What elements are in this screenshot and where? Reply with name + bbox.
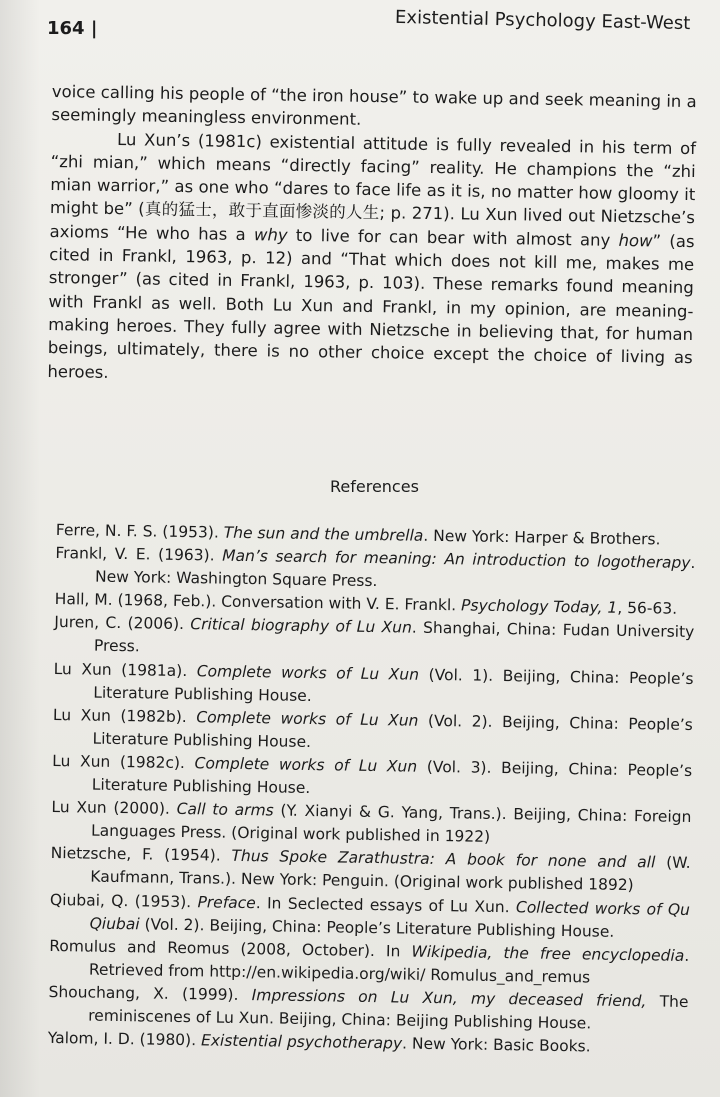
reference-entry: Lu Xun (1981a). Complete works of Lu Xun (Vol. 1). Beijing, China: People’s Literature Publishing House. <box>53 659 694 705</box>
reference-entry: Juren, C. (2006). Critical biography of Lu Xun. Shanghai, China: Fudan University Press. <box>54 613 695 656</box>
running-title: Existential Psychology East-West <box>394 6 691 35</box>
reference-entry: Hall, M. (1968, Feb.). Conversation with V. E. Frankl. Psychology Today, 1, 56-63. <box>54 590 678 619</box>
reference-entry: Shouchang, X. (1999). Impressions on Lu Xun, my deceased friend, The reminiscenes of Lu Xun. Beijing, China: Beijing Publishing House. <box>48 982 689 1033</box>
page-gutter-shadow <box>0 0 40 1097</box>
reference-entry: Lu Xun (1982b). Complete works of Lu Xun (Vol. 2). Beijing, China: People’s Literature Publishing House. <box>52 705 693 751</box>
reference-entry: Qiubai, Q. (1953). Preface. In Seclected essays of Lu Xun. Collected works of Qu Qiubai (Vol. 2). Beijing, China: People’s Literature Publishing House. <box>49 890 691 941</box>
reference-entry: Frankl, V. E. (1963). Man’s search for meaning: An introduction to logotherapy. New York: Washington Square Press. <box>55 544 696 591</box>
reference-entry: Lu Xun (2000). Call to arms (Y. Xianyi & G. Yang, Trans.). Beijing, China: Foreign Languages Press. (Original work published in 1922) <box>51 798 692 847</box>
reference-entry: Romulus and Reomus (2008, October). In Wikipedia, the free encyclopedia. Retrieved from http://en.wikipedia.org/wiki/ Romulus_and_remus <box>49 936 690 987</box>
references-heading: References <box>330 477 419 496</box>
reference-entry: Yalom, I. D. (1980). Existential psychotherapy. New York: Basic Books. <box>47 1028 591 1056</box>
body-text <box>47 80 697 393</box>
page-number: 164 | <box>47 18 98 39</box>
reference-entry: Nietzsche, F. (1954). Thus Spoke Zarathustra: A book for none and all (W. Kaufmann, Trans.). New York: Penguin. (Original work published 1892) <box>50 844 691 895</box>
reference-entry: Ferre, N. F. S. (1953). The sun and the umbrella. New York: Harper & Brothers. <box>55 520 661 549</box>
references-list <box>48 519 696 1060</box>
paragraph-1: voice calling his people of “the iron house” to wake up and seek meaning in a seemingly meaningless environment. <box>51 81 697 130</box>
paragraph-2: Lu Xun’s (1981c) existential attitude is fully revealed in his term of “zhi mian,” which means “directly facing” reality. He champions the “zhi mian warrior,” as one who “dares to face life as it is, no matter how gloomy it might be” (真的猛士，敢于直面惨淡的人生; p. 271). Lu Xun lived out Nietzsche’s axioms “He who has a why to live for can bear with almost any how” (as cited in Frankl, 1963, p. 12) and “That which does not kill me, makes me stronger” (as cited in Frankl, 1963, p. 103). These remarks found meaning with Frankl as well. Both Lu Xun and Frankl, in my opinion, are meaning-making heroes. They fully agree with Nietzsche in believing that, for human beings, ultimately, there is no other choice except the choice of living as heroes. <box>47 129 697 382</box>
reference-entry: Lu Xun (1982c). Complete works of Lu Xun (Vol. 3). Beijing, China: People’s Literature Publishing House. <box>52 751 693 798</box>
